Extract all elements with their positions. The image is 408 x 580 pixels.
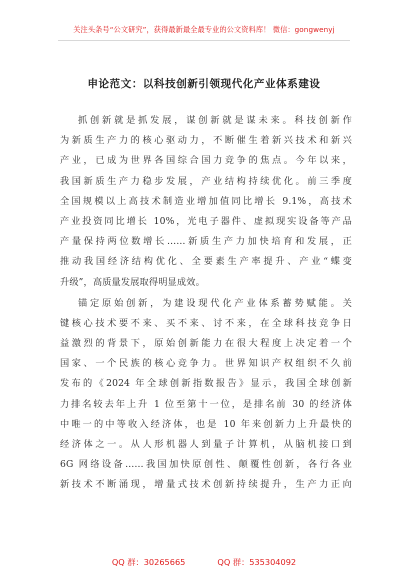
paragraph-line: 产业投资同比增长 10%，光电子器件、虚拟现实设备等产品 bbox=[60, 215, 352, 227]
paragraph-2 bbox=[60, 294, 352, 496]
footer-qq-group-2: QQ 群：535304092 bbox=[217, 557, 297, 567]
paragraph-line: 产业，已成为世界各国综合国力竞争的焦点。今年以来， bbox=[60, 155, 352, 167]
footer-contact bbox=[0, 557, 408, 568]
header-divider bbox=[58, 40, 350, 41]
paragraph-line: 为新质生产力的核心驱动力，不断催生着新兴技术和新兴 bbox=[60, 135, 352, 147]
paragraph-line: 新技术不断涌现，增量式技术创新持续提升，生产力正向 bbox=[60, 479, 352, 491]
paragraph-line: 抓创新就是抓发展，谋创新就是谋未来。科技创新作 bbox=[78, 115, 352, 126]
paragraph-line: 升级”，高质量发展取得明显成效。 bbox=[60, 276, 205, 288]
paragraph-line: 6G 网络设备……我国加快原创性、颠覆性创新，各行各业 bbox=[60, 459, 352, 471]
paragraph-line: 全国规模以上高技术制造业增加值同比增长 9.1%，高技术 bbox=[60, 195, 352, 207]
paragraph-line: 经济体之一。从人形机器人到量子计算机，从脑机接口到 bbox=[60, 439, 352, 450]
document-title: 申论范文：以科技创新引领现代化产业体系建设 bbox=[87, 78, 321, 90]
footer-qq-group-1: QQ 群：30265665 bbox=[111, 557, 186, 567]
paragraph-line: 力排名较去年上升 1 位至第十一位，是排名前 30 的经济体 bbox=[60, 398, 352, 410]
paragraph-line: 键核心技术要不来、买不来、讨不来，在全球科技竞争日 bbox=[60, 317, 352, 329]
paragraph-line: 我国新质生产力稳步发展，产业结构持续优化。前三季度 bbox=[60, 175, 352, 187]
paragraph-1 bbox=[60, 111, 352, 293]
paragraph-line: 中唯一的中等收入经济体，也是 10 年来创新力上升最快的 bbox=[60, 418, 352, 430]
paragraph-line: 产量保持两位数增长……新质生产力加快培育和发展，正 bbox=[60, 236, 352, 248]
paragraph-line: 锚定原始创新，为建设现代化产业体系蓄势赋能。关 bbox=[78, 297, 352, 309]
paragraph-line: 推动我国经济结构优化、全要素生产率提升、产业“蝶变 bbox=[60, 256, 352, 268]
header-promo-note: 关注头条号“公文研究”，获得最新最全最专业的公文资料库！ 微信：gongwenyj bbox=[73, 25, 335, 34]
paragraph-line: 发布的《2024 年全球创新指数报告》显示，我国全球创新 bbox=[60, 378, 352, 390]
paragraph-line: 益激烈的背景下，原始创新能力在很大程度上决定着一个 bbox=[60, 338, 352, 350]
paragraph-line: 国家、一个民族的核心竞争力。世界知识产权组织不久前 bbox=[60, 358, 352, 370]
document-body bbox=[60, 111, 352, 496]
